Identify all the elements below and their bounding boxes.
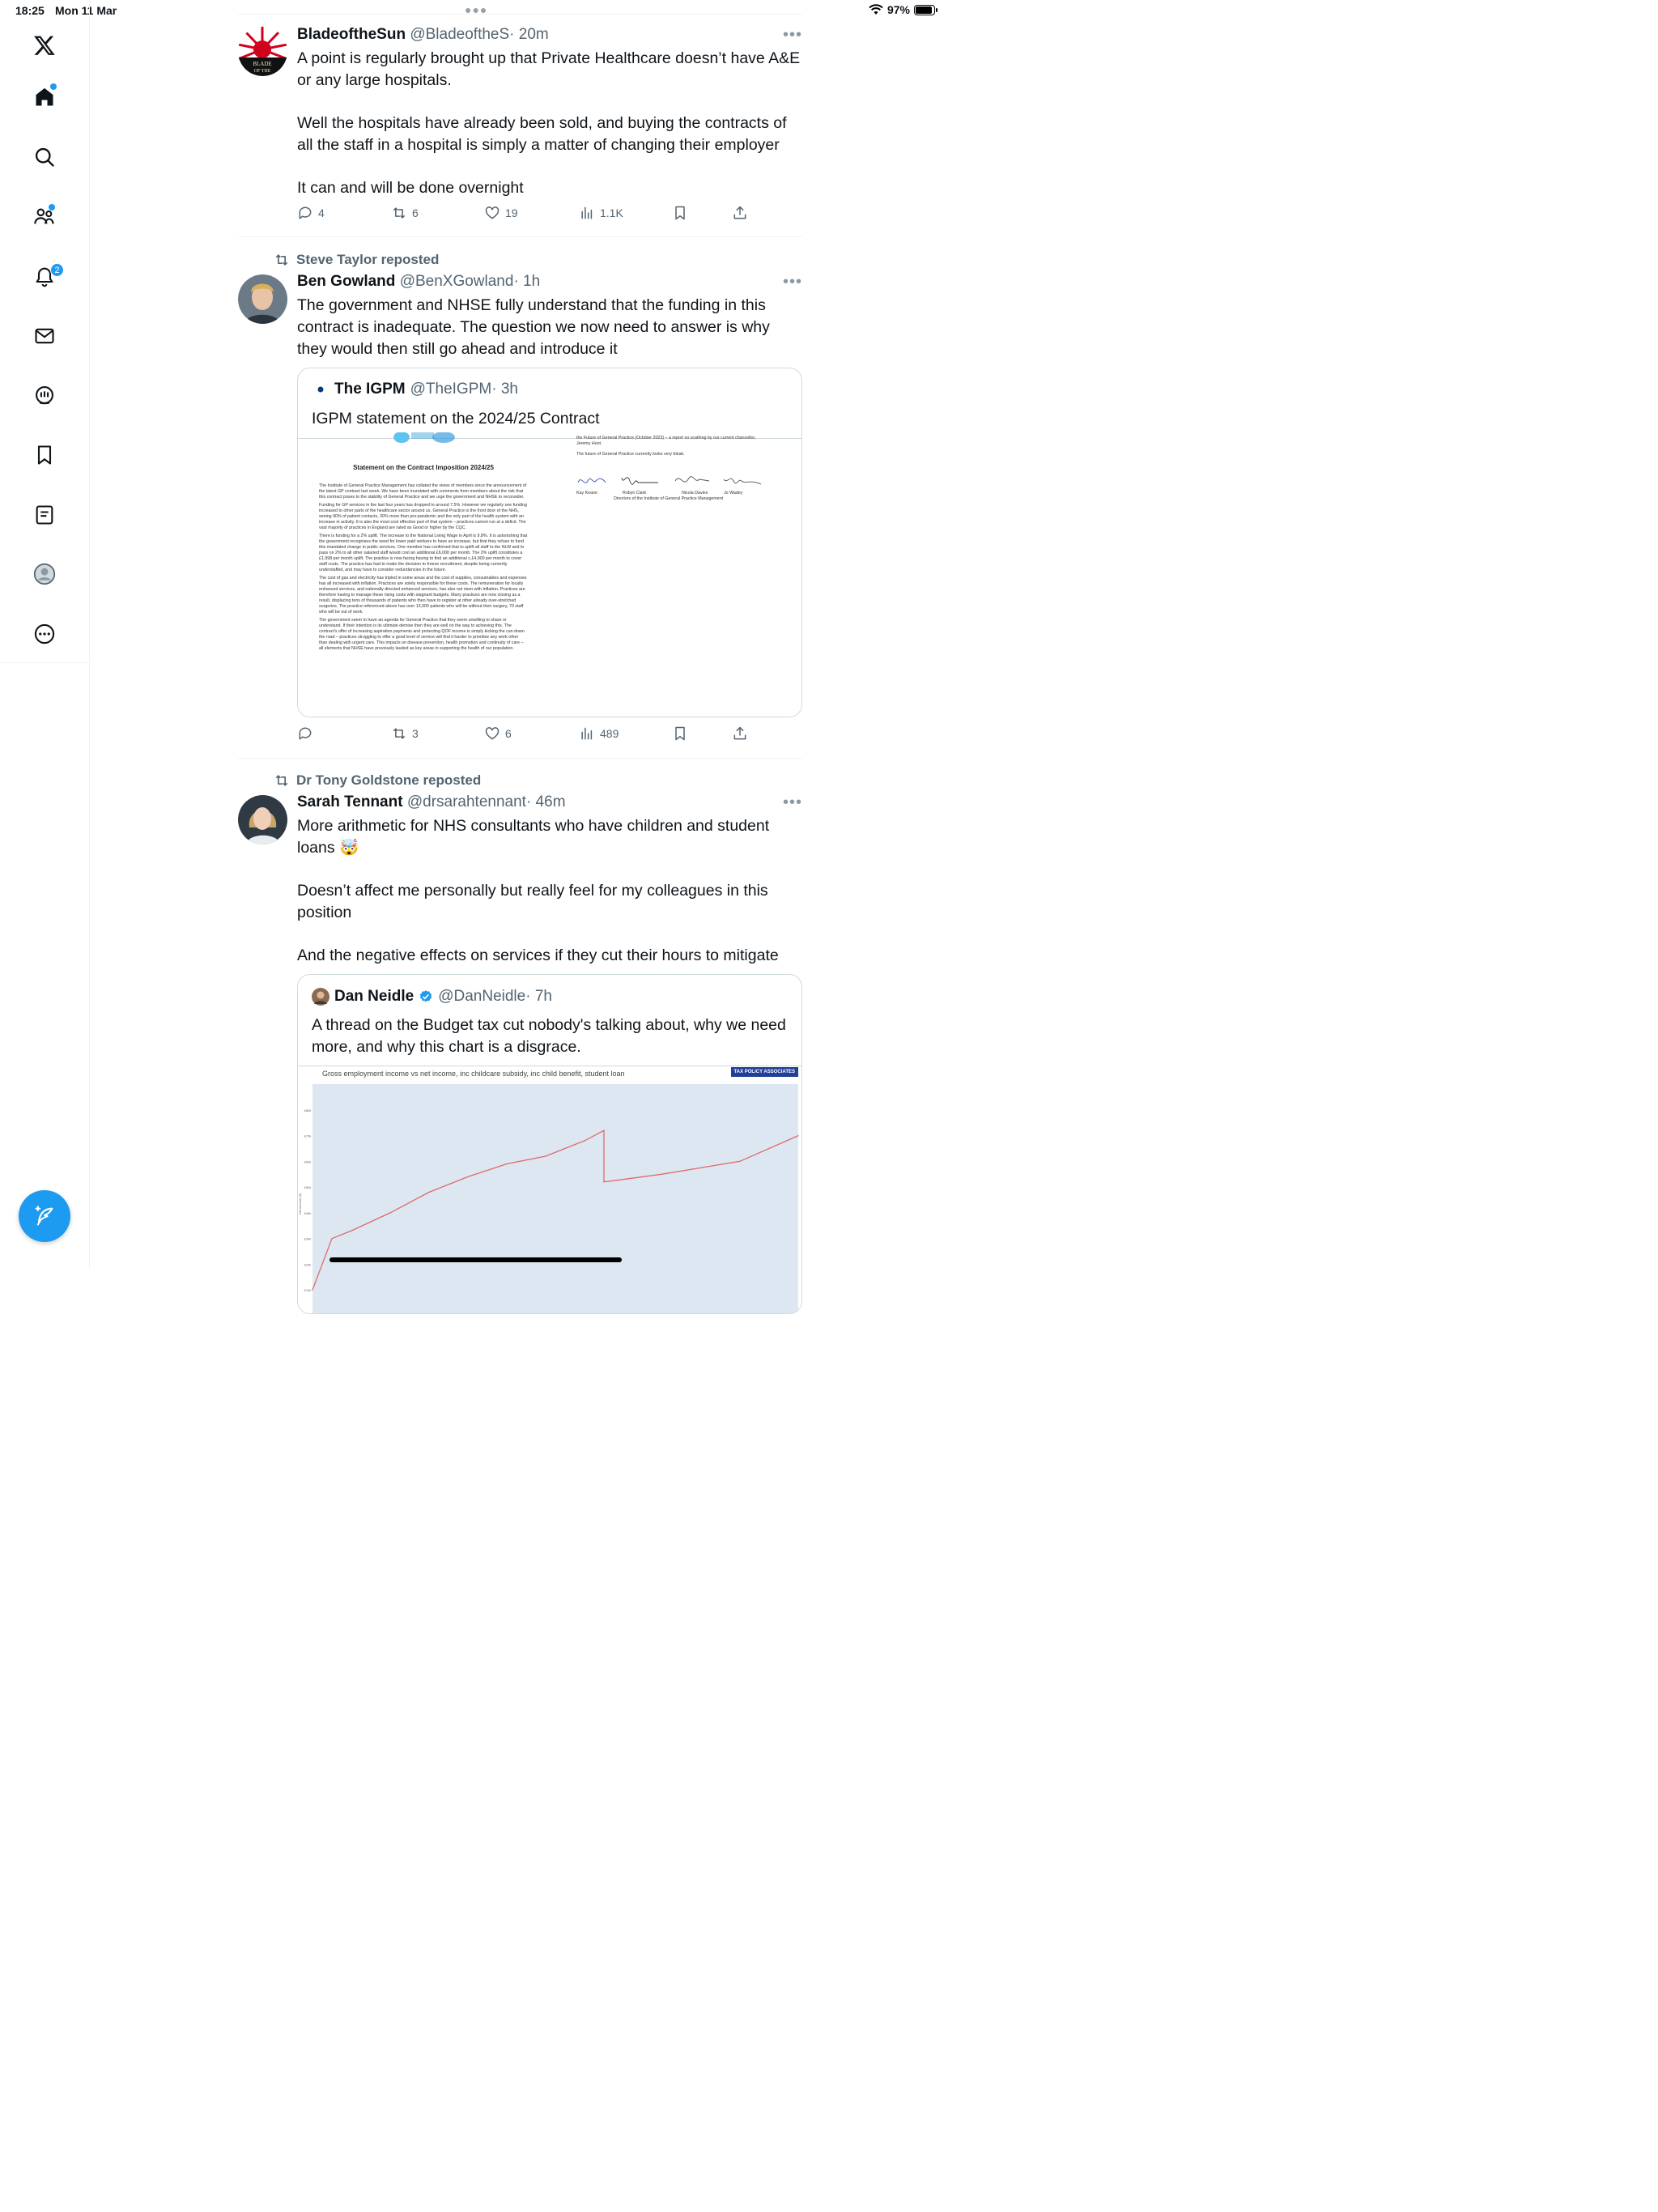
tweet-paragraph: A point is regularly brought up that Private Healthcare doesn’t have A&E or any large hospitals. [297, 49, 801, 89]
doc-text: Jeremy Hunt. [576, 441, 602, 446]
heart-icon [484, 725, 500, 742]
reply-button[interactable] [297, 725, 318, 742]
mail-icon [33, 325, 56, 347]
quote-timestamp: · 7h [525, 988, 552, 1005]
tweet-actions [297, 205, 802, 224]
doc-left-column [319, 465, 528, 652]
home-indicator[interactable] [329, 1257, 622, 1262]
quote-display-name: Dan Neidle [334, 988, 414, 1005]
timestamp[interactable]: · 46m [525, 793, 566, 810]
tweet-paragraph: More arithmetic for NHS consultants who have children and student loans 🤯 [297, 817, 770, 857]
chart-logo: TAX POLICY ASSOCIATES [731, 1067, 798, 1077]
quote-header [312, 381, 518, 398]
chart-point [331, 1238, 332, 1239]
bookmark-button[interactable] [672, 205, 688, 221]
quote-tweet[interactable] [297, 974, 802, 1314]
battery-icon [914, 5, 935, 15]
avatar[interactable] [238, 795, 287, 844]
repost-context[interactable] [274, 772, 481, 789]
bookmark-icon [672, 725, 688, 742]
more-circle-icon [33, 623, 56, 645]
chart-y-tick-label: £30k [304, 1236, 312, 1241]
views-chart-icon [579, 725, 595, 742]
nav-search[interactable] [28, 141, 61, 173]
more-options-icon[interactable]: ••• [782, 273, 802, 291]
nav-more[interactable] [28, 618, 61, 650]
quote-text: IGPM statement on the 2024/25 Contract [312, 410, 600, 428]
lists-icon [33, 504, 56, 526]
chart-y-tick-label: £80k [304, 1108, 312, 1112]
nav-communities[interactable] [28, 200, 61, 232]
tweet-paragraph: The government and NHSE fully understand that the funding in this contract is inadequate. The question we now need to answer is why they would then still go ahead and introduce it [297, 296, 770, 358]
chart-plot-area [312, 1084, 798, 1314]
views-button[interactable] [579, 205, 623, 221]
chart-y-tick-label: £50k [304, 1185, 312, 1190]
svg-text:BLADE: BLADE [253, 61, 272, 67]
quote-handle: @TheIGPM [410, 381, 492, 398]
status-time: 18:25 [15, 4, 45, 17]
feed-top-divider [238, 14, 802, 15]
doc-title: Statement on the Contract Imposition 2024/25 [353, 464, 494, 471]
quote-avatar[interactable] [312, 988, 329, 1006]
doc-paragraph: The government seem to have an agenda for General Practice that they seem unwilling to share or understand. If their intention is its ultimate demise then they are well on the way to achieving this. The contract's offer of increasing aspiration payments and protecting QOF income is simply kicking the can down the road – practices struggling to offer a good level of service will find it harder to prioritise any work other than dealing with urgent care. This impacts on disease prevention, health promotion and continuity of care – all elements that NHSE have previously lauded as key areas in supporting the health of our population. [319, 618, 525, 651]
verified-badge-icon [419, 989, 433, 1004]
doc-paragraph: The Institute of General Practice Management has collated the views of members since the announcement of the latest GP contract last week. We have been inundated with comments from members about the risk that this contract poses to the stability of General Practice and we urge the government and NHSE to reconsider. [319, 483, 527, 500]
tweet-paragraph: It can and will be done overnight [297, 179, 524, 197]
doc-right-column [576, 436, 787, 457]
more-options-icon[interactable]: ••• [782, 793, 802, 811]
tweet-header [297, 273, 540, 291]
bookmark-icon [672, 205, 688, 221]
chart-point [739, 1161, 740, 1162]
timestamp[interactable]: · 1h [513, 273, 541, 290]
chart-title: Gross employment income vs net income, inc childcare subsidy, inc child benefit, student loan [322, 1070, 625, 1078]
chart-point [428, 1192, 429, 1193]
tweet-paragraph: Well the hospitals have already been sold, and buying the contracts of all the staff in a hospital is simply a matter of changing their employer [297, 114, 787, 154]
handle[interactable]: @drsarahtennant [406, 793, 526, 810]
quote-text: A thread on the Budget tax cut nobody's talking about, why we need more, and why this chart is a disgrace. [312, 1016, 786, 1056]
quote-document-image[interactable] [298, 438, 802, 717]
reposted-by: Steve Taylor reposted [296, 252, 440, 267]
signatory: Kay Keane [576, 491, 597, 496]
chart-point [467, 1176, 468, 1177]
nav-lists[interactable] [28, 499, 61, 531]
signatory: Jo Wadey [724, 491, 743, 496]
tweet-divider [238, 758, 802, 759]
quote-handle: @DanNeidle [438, 988, 526, 1005]
share-button[interactable] [732, 725, 748, 742]
chart-point [603, 1130, 604, 1131]
chart-point [545, 1155, 546, 1156]
wifi-icon [869, 4, 883, 15]
svg-text:OF THE: OF THE [253, 69, 271, 74]
like-count: 6 [505, 727, 512, 740]
chart-point [661, 1174, 662, 1175]
like-button[interactable] [484, 205, 518, 221]
handle[interactable]: @BladeoftheS [410, 26, 510, 43]
tweet-paragraph: And the negative effects on services if they cut their hours to mitigate [297, 946, 779, 964]
notifications-badge: 2 [50, 263, 64, 277]
quote-header [312, 988, 552, 1006]
sidebar-divider [0, 662, 90, 663]
display-name[interactable]: Sarah Tennant [297, 793, 403, 810]
nav-notifications[interactable] [28, 260, 61, 292]
repost-count: 3 [412, 727, 419, 740]
chart-point [389, 1212, 390, 1213]
reposted-by: Dr Tony Goldstone reposted [296, 772, 482, 788]
chart-y-axis-label: Net income (£) [298, 1193, 302, 1215]
nav-messages[interactable] [28, 320, 61, 352]
chart-point [797, 1135, 798, 1136]
repost-icon [274, 772, 290, 789]
x-logo-icon[interactable] [28, 29, 61, 62]
igpm-doc-logo [387, 432, 460, 447]
chart-svg [298, 1066, 802, 1314]
reply-button[interactable] [297, 205, 325, 221]
doc-text: the Future of General Practice (October 2023) – a report so scathing by our current chancellor, [576, 436, 756, 440]
repost-icon [391, 205, 407, 221]
quote-display-name: The IGPM [334, 381, 406, 398]
share-icon [732, 205, 748, 221]
timestamp[interactable]: · 20m [509, 26, 549, 43]
view-count: 1.1K [600, 206, 623, 219]
chart-y-tick-label: £20k [304, 1262, 312, 1267]
search-icon [33, 146, 56, 168]
avatar[interactable] [238, 27, 287, 76]
tweet-text [297, 815, 802, 967]
view-count: 489 [600, 727, 619, 740]
home-unread-dot [50, 83, 57, 90]
bookmark-button[interactable] [672, 725, 688, 742]
repost-count: 6 [412, 206, 419, 219]
repost-button[interactable] [391, 725, 419, 742]
nav-grok[interactable] [28, 379, 61, 411]
chart-point [603, 1181, 604, 1182]
repost-icon [274, 252, 290, 268]
doc-paragraph: The cost of gas and electricity has tripled in some areas and the cost of supplies, consumables and expenses has all increased with inflation. Practices are solely responsible for these costs. The remuneration for locally enhanced services, and nationally directed enhanced services, has also not risen with inflation. Practices are therefore having to manage these rising costs with stagnant budgets. Many practices are now closing as a result, displacing tens of thousands of patients who then have to register at other already over-stretched surgeries. The practice referenced above has over 13,000 patients who will be without their surgery, 70 staff who will be out of work. [319, 576, 527, 615]
doc-paragraph: Funding for GP services in the last four years has dropped to around 7.5%. However we regularly see funding increased to other parts of the healthcare sector around us. General Practice is the front door of the NHS, seeing 90% of patient contacts, 20% more than pre-pandemic and the only part of the health system with an increase in activity. It is also the most cost effective part of that system – practices cannot run at a deficit. The vast majority of practices in England are rated as Good or higher by the CQC. [319, 503, 527, 530]
battery-percent: 97% [886, 3, 910, 16]
nav-bookmarks[interactable] [28, 439, 61, 471]
tweet-header [297, 793, 566, 811]
repost-context[interactable] [274, 252, 439, 268]
signatory: Nicola Davies [682, 491, 708, 496]
repost-button[interactable] [391, 205, 419, 221]
like-button[interactable] [484, 725, 512, 742]
like-count: 19 [505, 206, 518, 219]
views-button[interactable] [579, 725, 619, 742]
more-options-icon[interactable]: ••• [782, 26, 802, 44]
nav-home[interactable] [28, 81, 61, 113]
display-name[interactable]: BladeoftheSun [297, 26, 406, 43]
grok-icon [33, 384, 56, 406]
multitask-dots-icon[interactable]: ●●● [465, 3, 488, 16]
handle[interactable]: @BenXGowland [399, 273, 514, 290]
quote-tweet[interactable] [297, 368, 802, 717]
tweet-paragraph: Doesn’t affect me personally but really feel for my colleagues in this position [297, 882, 768, 921]
reply-icon [297, 205, 313, 221]
signatory: Robyn Clark [623, 491, 647, 496]
status-bar [0, 0, 945, 21]
quote-chart-image[interactable] [298, 1066, 802, 1314]
igpm-logo-avatar[interactable] [312, 381, 329, 398]
chart [298, 1066, 802, 1293]
bookmark-icon [33, 444, 56, 466]
compose-feather-icon [33, 1205, 56, 1227]
share-icon [732, 725, 748, 742]
tweet-actions [297, 725, 802, 745]
chart-y-tick-label: £40k [304, 1210, 312, 1215]
share-button[interactable] [732, 205, 748, 221]
views-chart-icon [579, 205, 595, 221]
status-right [869, 3, 935, 16]
doc-text: The future of General Practice currently looks very bleak. [576, 452, 685, 457]
display-name[interactable]: Ben Gowland [297, 273, 396, 290]
chart-point [506, 1163, 507, 1164]
compose-button[interactable] [19, 1190, 70, 1242]
chart-y-tick-label: £10k [304, 1288, 312, 1293]
quote-timestamp: · 3h [491, 381, 518, 398]
repost-icon [391, 725, 407, 742]
chart-y-tick-label: £60k [304, 1159, 312, 1164]
status-date: Mon 11 Mar [55, 4, 117, 17]
reply-count: 4 [318, 206, 325, 219]
doc-paragraph: There is funding for a 2% uplift. The increase to the National Living Wage in April is 9.8%. It is astonishing that the government recognises the need for lower paid workers to have an increase, but that they refuse to fund this mandated change in public services. One member has confirmed that to uplift all staff to the NLW and to pass on 2% to all other salaried staff would cost an additional £6,000 per month. The 2% uplift constitutes a £1,998 per month uplift. The practice is now facing having to find an additional c.£4,000 per month to cover staff costs. The practice has had to make the decision to freeze recruitment, despite being currently understaffed, and may have to consider redundancies in the future. [319, 534, 528, 572]
tweet-divider [238, 236, 802, 237]
communities-unread-dot [49, 204, 55, 211]
chart-point [584, 1140, 585, 1141]
tweet-text [297, 295, 802, 360]
tweet-text [297, 48, 802, 199]
tweet-header [297, 26, 549, 44]
profile-avatar-icon [33, 563, 56, 585]
sign-caption: Directors of the Institute of General Practice Management [614, 496, 724, 501]
nav-profile[interactable] [28, 558, 61, 590]
reply-icon [297, 725, 313, 742]
heart-icon [484, 205, 500, 221]
chart-y-tick-label: £70k [304, 1134, 312, 1138]
avatar[interactable] [238, 274, 287, 324]
doc-signatures [576, 473, 779, 489]
sidebar [0, 0, 90, 1270]
